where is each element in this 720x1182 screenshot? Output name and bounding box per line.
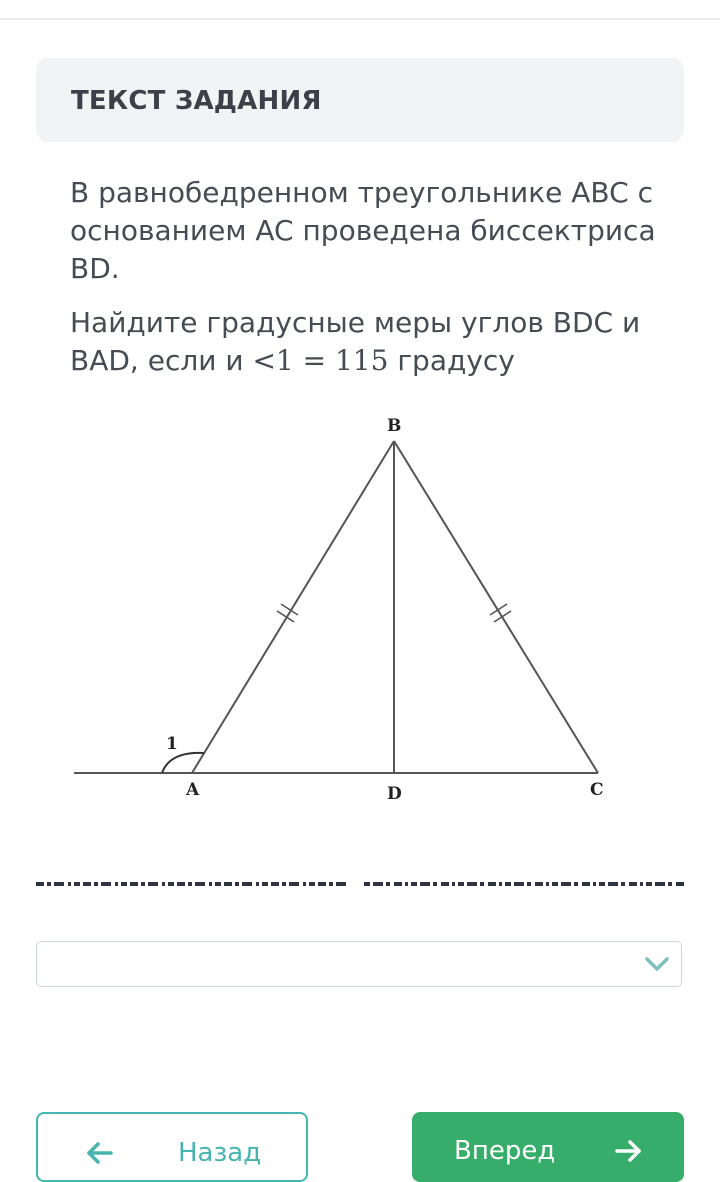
task-paragraph-1: В равнобедренном треугольнике ABC с основанием AC проведена биссектриса BD.: [70, 176, 656, 285]
task-question-tail: градусу: [388, 344, 515, 377]
back-button[interactable]: [36, 1112, 308, 1182]
task-header: [36, 58, 684, 142]
task-question-text: Найдите градусные меры углов BDC и BAD, если и <: [70, 306, 641, 377]
task-paragraph-2: [70, 304, 670, 380]
next-button-label: Вперед: [454, 1136, 556, 1166]
tick-bc-2: [494, 611, 511, 622]
triangle-figure: [60, 405, 660, 815]
side-bc: [394, 441, 598, 773]
task-text: [70, 174, 670, 396]
chevron-down-icon: [643, 952, 671, 976]
arrow-left-icon: [84, 1138, 114, 1168]
answer-select[interactable]: [36, 941, 682, 987]
task-angle-value: 1 = 115: [275, 344, 389, 377]
top-divider: [0, 18, 720, 20]
triangle-diagram: [60, 405, 660, 815]
label-a: A: [186, 780, 200, 800]
answer-divider: [36, 880, 684, 888]
side-ab: [192, 441, 394, 773]
tick-bc-1: [490, 604, 507, 615]
label-b: B: [387, 416, 402, 436]
next-button[interactable]: [412, 1112, 684, 1182]
label-c: C: [590, 780, 604, 800]
task-header-title: ТЕКСТ ЗАДАНИЯ: [71, 86, 322, 116]
arrow-right-icon: [614, 1136, 644, 1166]
label-d: D: [387, 784, 402, 804]
label-angle-1: 1: [166, 734, 178, 754]
back-button-label: Назад: [178, 1138, 262, 1168]
